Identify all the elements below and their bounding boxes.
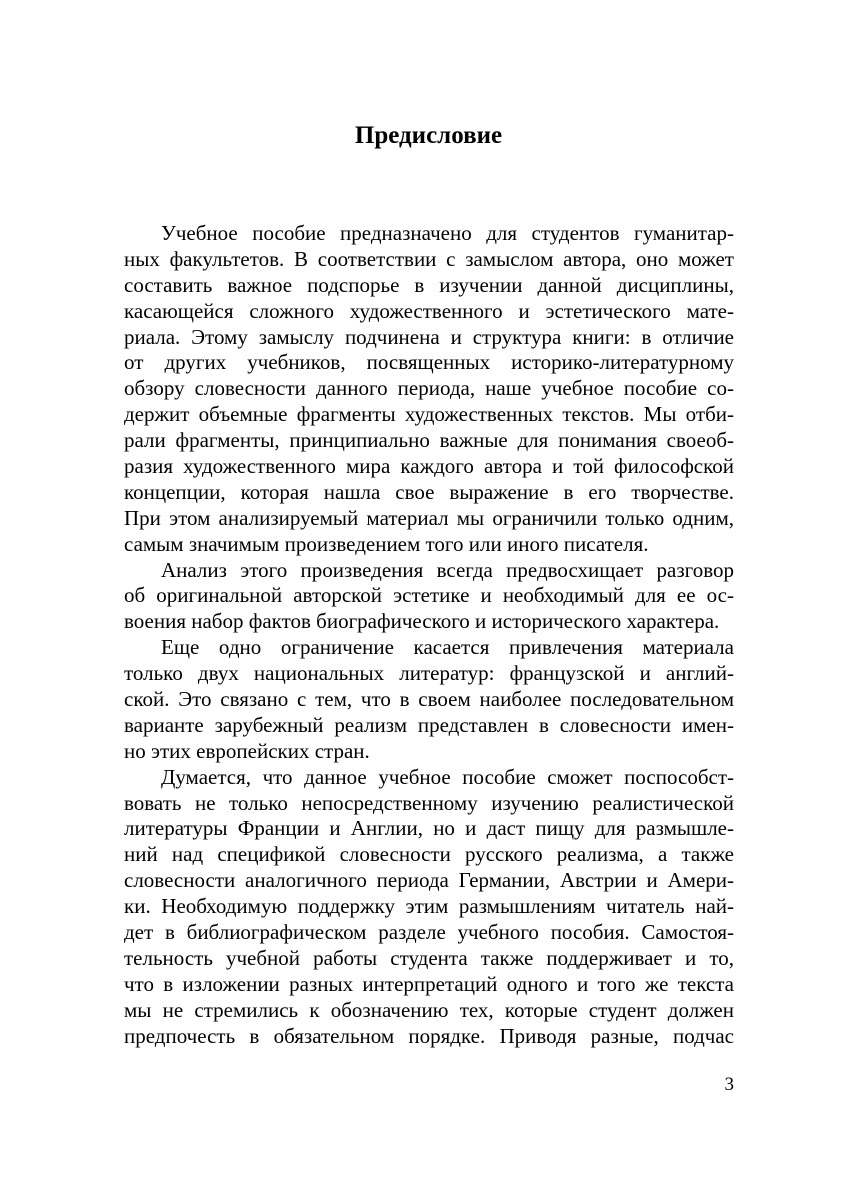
text-line: словесности аналогичного периода Германии, Австрии и Амери- (124, 868, 734, 893)
text-line: от других учебников, посвященных историко-литературному (124, 350, 734, 375)
text-line: рали фрагменты, принципиально важные для понимания своеоб- (124, 428, 734, 453)
text-line: варианте зарубежный реализм представлен в словесности имен- (124, 712, 734, 737)
page-number: 3 (724, 1074, 734, 1095)
text-line: ний над спецификой словесности русского реализма, а также (124, 842, 734, 867)
text-line: Учебное пособие предназначено для студентов гуманитар- (161, 221, 734, 245)
text-line: дет в библиографическом разделе учебного пособия. Самостоя- (124, 920, 734, 945)
text-line: ской. Это связано с тем, что в своем наиболее последовательном (124, 687, 734, 712)
text-line: но этих европейских стран. (124, 738, 370, 763)
text-line: самым значимым произведением того или иного писателя. (124, 531, 649, 556)
text-line: литературы Франции и Англии, но и даст пищу для размышле- (124, 816, 734, 841)
page-title: Предисловие (354, 122, 503, 149)
text-line: ки. Необходимую поддержку этим размышлениям читатель най- (124, 894, 734, 919)
text-line: Еще одно ограничение касается привлечения материала (161, 635, 734, 660)
text-line: обзору словесности данного периода, наше учебное пособие со- (124, 376, 734, 401)
text-line: держит объемные фрагменты художественных текстов. Мы отби- (124, 402, 734, 427)
text-line: риала. Этому замыслу подчинена и структура книги: в отличие (124, 324, 734, 349)
text-line: только двух национальных литератур: французской и англий- (124, 661, 734, 686)
text-line: касающейся сложного художественного и эстетического мате- (124, 298, 734, 323)
text-line: об оригинальной авторской эстетике и необходимый для ее ос- (124, 583, 734, 608)
text-line: что в изложении разных интерпретаций одного и того же текста (124, 971, 734, 996)
text-line: предпочесть в обязательном порядке. Приводя разные, подчас (124, 1023, 734, 1048)
text-line: концепции, которая нашла свое выражение в его творчестве. (124, 479, 734, 504)
text-line: мы не стремились к обозначению тех, которые студент должен (124, 997, 734, 1022)
text-line: разия художественного мира каждого автора и той философской (124, 454, 734, 479)
text-line: воения набор фактов биографического и исторического характера. (124, 609, 720, 634)
text-line: составить важное подспорье в изучении данной дисциплины, (124, 272, 734, 297)
text-line: ных факультетов. В соответствии с замыслом автора, оно может (124, 246, 734, 271)
text-line: Анализ этого произведения всегда предвосхищает разговор (161, 557, 734, 582)
body-text (124, 221, 734, 1050)
text-line: При этом анализируемый материал мы ограничили только одним, (124, 505, 734, 530)
text-line: тельность учебной работы студента также поддерживает и то, (124, 945, 734, 970)
text-line: Думается, что данное учебное пособие сможет поспособст- (161, 764, 734, 789)
text-line: вовать не только непосредственному изучению реалистической (124, 790, 734, 815)
